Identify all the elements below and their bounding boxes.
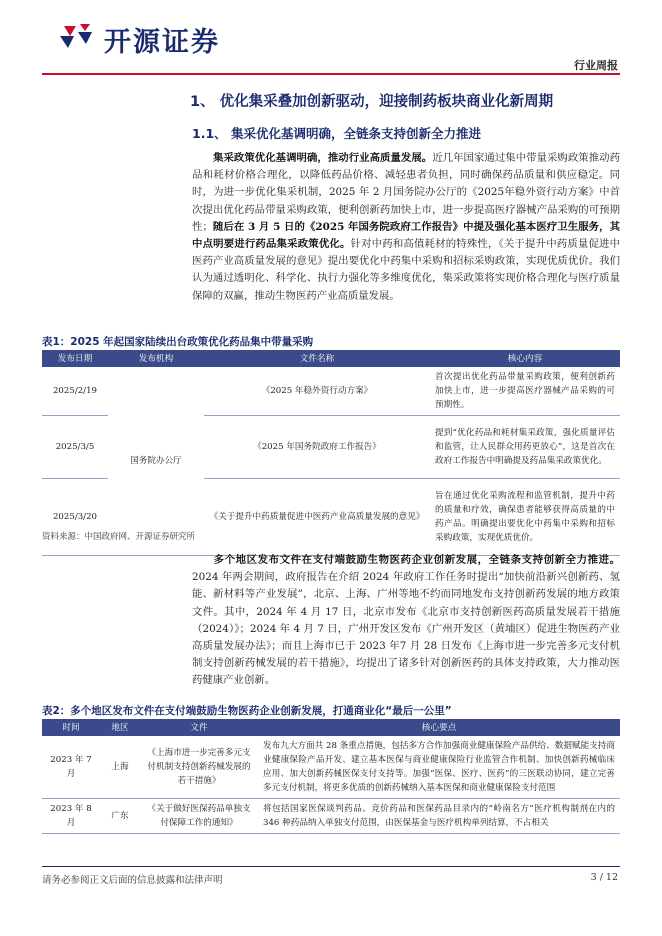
table-row — [42, 799, 620, 834]
table1-doc: 《2025 年稳外资行动方案》 — [204, 367, 430, 416]
table1-col-agency: 发布机构 — [108, 350, 204, 367]
report-type: 行业周报 — [574, 59, 618, 72]
table1-date: 2025/3/20 — [42, 479, 108, 556]
table-row — [42, 367, 620, 416]
table2-content — [258, 799, 620, 834]
table1-header — [42, 350, 620, 367]
table1-doc: 《2025 年国务院政府工作报告》 — [204, 416, 430, 479]
table1-col-content: 核心内容 — [430, 350, 620, 367]
table1 — [42, 350, 620, 556]
footer-rule — [42, 866, 620, 867]
p1-lead: 集采政策优化基调明确，推动行业高质量发展。 — [213, 152, 433, 164]
p1-text2: 针对中药和高值耗材的特殊性，《关于提升中药质量促进中医药产业高质量发展的意见》提出要优化中药集中采购和招标采购政策，实现优质优价。我们认为通过透明化、科学化、执行力强化等多维度优化，集采政策将实现价格合理化与医疗质量保障的双赢，推动生物医药产业高质量发展。 — [192, 238, 620, 302]
table2-time: 2023 年 8 月 — [42, 799, 100, 834]
paragraph-2 — [192, 552, 620, 690]
table-row — [42, 736, 620, 799]
table2-doc: 《上海市进一步完善多元支付机制支持创新药械发展的若干措施》 — [140, 736, 258, 799]
table2-region: 广东 — [100, 799, 140, 834]
table2 — [42, 719, 620, 834]
table2-col-time: 时间 — [42, 719, 100, 736]
table1-source: 资料来源：中国政府网、开源证券研究所 — [42, 532, 196, 542]
p2-text: 2024 年两会期间，政府报告在介绍 2024 年政府工作任务时提出“加快前沿新兴创新药、氢能、新材料等产业发展”，北京、上海、广州等地不约而同地发布支持创新药发展的地方政策文件。其中，2024 年 4 月 17 日，北京市发布《北京市支持创新医药高质量发展若干措施（2024）》；2024 年 4 月 7 日，广州开发区发布《广州开发区（黄埔区）促进生物医药产业高质量发展办法》；而且上海市已于 2023 年7 月 28 日发布《上海市进一步完善多元支付机制支持创新药械发展的若干措施》，均提出了诸多针对创新医药的具体支持政策，大力推动医药健康产业创新。 — [192, 571, 620, 687]
p2-lead: 多个地区发布文件在支付端鼓励生物医药企业创新发展，全链条支持创新全力推进。 — [213, 554, 620, 566]
kaiyuan-logo-icon — [58, 22, 98, 52]
subsection-title: 1.1、 集采优化基调明确，全链条支持创新全力推进 — [192, 126, 481, 141]
table1-date: 2025/3/5 — [42, 416, 108, 479]
table1-date: 2025/2/19 — [42, 367, 108, 416]
table1-content: 首次提出优化药品带量采购政策，便利创新药加快上市，进一步提高医疗器械产品采购的可预期性。 — [430, 367, 620, 416]
table2-caption: 表2：多个地区发布文件在支付端鼓励生物医药企业创新发展，打通商业化“最后一公里” — [42, 705, 452, 717]
table2-col-doc: 文件 — [140, 719, 258, 736]
table1-content: 旨在通过优化采购流程和监管机制，提升中药的质量和疗效，确保患者能够获得高质量的中药产品。明确提出要优化中药集中采购和招标采购政策，实现优质优价。 — [430, 479, 620, 556]
table2-content: 发布九大方面共 28 条重点措施，包括多方合作加强商业健康保险产品供给、数据赋能支持商业健康保险产品开发、建立基本医保与商业健康保险行业监管合作机制、加快创新药械临床应用、加大创新药械医保支付支持等。加强“医保、医疗、医药”的三医联动协同，建立完善多元支付机制，将更多优质的创新药械纳入基本医保和商业健康保险支付范围 — [258, 736, 620, 799]
p1-text: 近几年国家通过集中带量采购政策推动药品和耗材价格合理化，以降低药品价格、减轻患者负担，同时确保药品质量和供应稳定。同时，为进一步优化集采机制，2025 年 2 月国务院办公厅的《2025年稳外资行动方案》中首次提出优化药品带量采购政策，便利创新药加快上市，进一步提高医疗器械产品采购的可预期性； — [192, 152, 621, 233]
table1-caption: 表1：2025 年起国家陆续出台政策优化药品集中带量采购 — [42, 336, 314, 348]
table1-content: 提到“优化药品和耗材集采政策，强化质量评估和监管，让人民群众用药更放心”，这是首次在政府工作报告中明确提及药品集采政策优化。 — [430, 416, 620, 479]
header-rule — [42, 73, 620, 75]
table2-region: 上海 — [100, 736, 140, 799]
table1-col-doc: 文件名称 — [204, 350, 430, 367]
table2-content-text: 将包括国家医保谈判药品、竞价药品和医保药品目录内的“岭南名方”医疗机构制剂在内的 346 种药品纳入单独支付范围，由医保基金与医疗机构单列结算，不占相关 — [263, 804, 615, 828]
table2-col-content: 核心要点 — [258, 719, 620, 736]
footer-disclaimer: 请务必参阅正文后面的信息披露和法律声明 — [42, 875, 223, 886]
p1-bold: 随后在 3 月 5 日的《2025 年国务院政府工作报告》中提及强化基本医疗卫生服务，其中点明要进行药品集采政策优化。 — [192, 220, 620, 251]
section-title: 1、 优化集采叠加创新驱动，迎接制药板块商业化新周期 — [190, 94, 554, 110]
table2-header — [42, 719, 620, 736]
table2-time: 2023 年 7 月 — [42, 736, 100, 799]
table1-doc: 《关于提升中药质量促进中医药产业高质量发展的意见》 — [204, 479, 430, 556]
table2-col-region: 地区 — [100, 719, 140, 736]
table1-agency: 国务院办公厅 — [108, 367, 204, 556]
table2-doc: 《关于做好医保药品单独支付保障工作的通知》 — [140, 799, 258, 834]
table1-col-date: 发布日期 — [42, 350, 108, 367]
paragraph-1 — [192, 150, 620, 305]
brand-name: 开源证券 — [104, 27, 220, 58]
page-number: 3 / 12 — [590, 872, 618, 883]
